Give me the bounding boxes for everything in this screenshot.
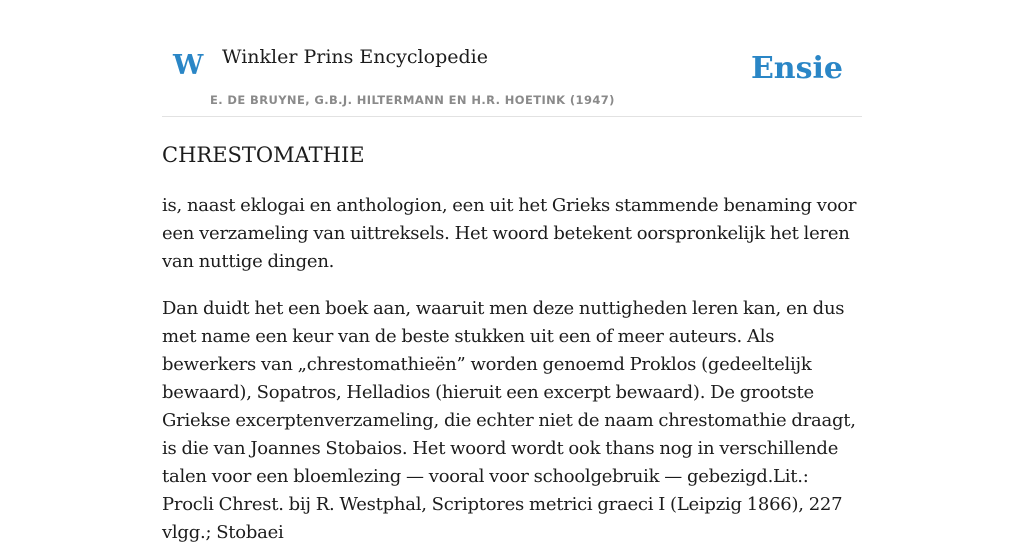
article-paragraph: Dan duidt het een boek aan, waaruit men deze nuttigheden leren kan, en dus met name een keur van de beste stukken uit een of meer auteurs. Als bewerkers van „chrestomathieën” worden genoemd Proklos (gedeeltelijk bewaard), Sopatros, Helladios (hieruit een excerpt bewaard). De grootste Griekse excerptenverzameling, die echter niet de naam chrestomathie draagt, is die van Joannes Stobaios. Het woord wordt ook thans nog in verschillende talen voor een bloemlezing — vooral voor schoolgebruik — gebezigd.Lit.: Procli Chrest. bij R. Westphal, Scriptores metrici graeci I (Leipzig 1866), 227 vlgg.; Stobaei <box>162 298 856 543</box>
ensie-logo[interactable]: Ensie <box>750 51 843 86</box>
source-header <box>162 0 862 117</box>
article-paragraph: is, naast eklogai en anthologion, een uit het Grieks stammende benaming voor een verzameling van uittreksels. Het woord betekent oorspronkelijk het leren van nuttige dingen. <box>162 195 857 272</box>
source-authors: E. DE BRUYNE, G.B.J. HILTERMANN EN H.R. HOETINK (1947) <box>210 93 615 107</box>
article <box>162 138 862 547</box>
source-title[interactable]: Winkler Prins Encyclopedie <box>222 46 488 68</box>
article-title: CHRESTOMATHIE <box>162 143 365 167</box>
winkler-prins-logo[interactable]: W <box>173 50 204 81</box>
